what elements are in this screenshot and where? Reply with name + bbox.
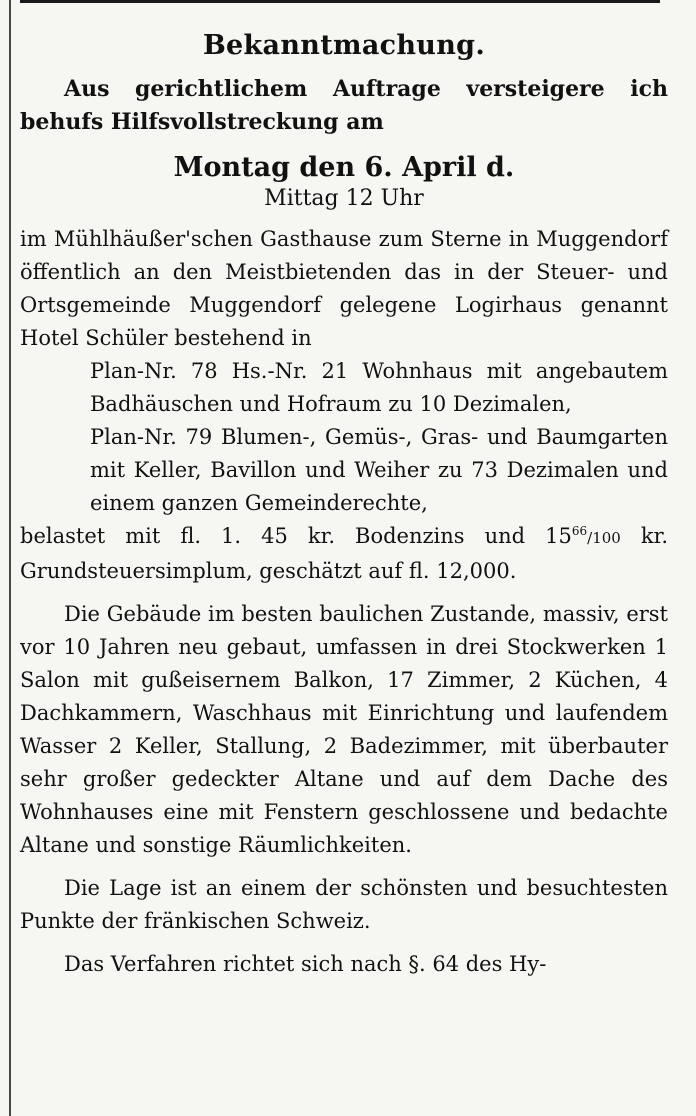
fraction-numerator: 66 [571, 524, 588, 538]
location-description: Die Lage ist an einem der schönsten und besuchtesten Punkte der fränkischen Schweiz. [20, 876, 668, 933]
column-rule [9, 0, 11, 1116]
lot-item: Plan-Nr. 78 Hs.-Nr. 21 Wohnhaus mit angebautem Badhäuschen und Hofraum zu 10 Dezimalen, [90, 359, 668, 416]
building-description: Die Gebäude im besten baulichen Zustande, massiv, erst vor 10 Jahren neu gebaut, umfassen in drei Stockwerken 1 Salon mit gußeisernem Balkon, 17 Zimmer, 2 Küchen, 4 Dachkammern, Waschhaus mit Einrichtung und laufendem Wasser 2 Keller, Stallung, 2 Badezimmer, mit überbauter sehr großer gedeckter Altane und auf dem Dache des Wohnhauses eine mit Fenstern geschlossene und bedachte Altane und sonstige Räumlichkeiten. [20, 602, 668, 857]
location-text: im Mühlhäußer'schen Gasthause zum Sterne in Muggendorf öffentlich an den Meistbietenden das in der Steuer- und Ortsgemeinde Muggendorf gelegene Logirhaus genannt Hotel Schüler bestehend in [20, 227, 668, 350]
top-rule [20, 0, 660, 3]
lot-item: Plan-Nr. 79 Blumen-, Gemüs-, Gras- und Baumgarten mit Keller, Bavillon und Weiher zu 73 Dezimalen und einem ganzen Gemeinderechte, [90, 425, 668, 515]
procedure-text: Das Verfahren richtet sich nach §. 64 des Hy- [64, 952, 547, 976]
notice-article [20, 30, 668, 981]
auction-time: Mittag 12 Uhr [264, 186, 424, 211]
intro-text: Aus gerichtlichem Auftrage versteigere ich behufs Hilfsvollstreckung am [20, 76, 668, 135]
charges-text [20, 520, 668, 588]
notice-title: Bekanntmachung. [202, 30, 486, 61]
auction-date: Montag den 6. April d. [173, 152, 515, 183]
charges-prefix: belastet mit fl. 1. 45 kr. Bodenzins und 15 [20, 524, 572, 548]
fraction-denominator: /100 [587, 529, 621, 547]
charges-suffix: kr. Grundsteuersimplum, geschätzt auf fl. 12,000. [20, 524, 669, 583]
